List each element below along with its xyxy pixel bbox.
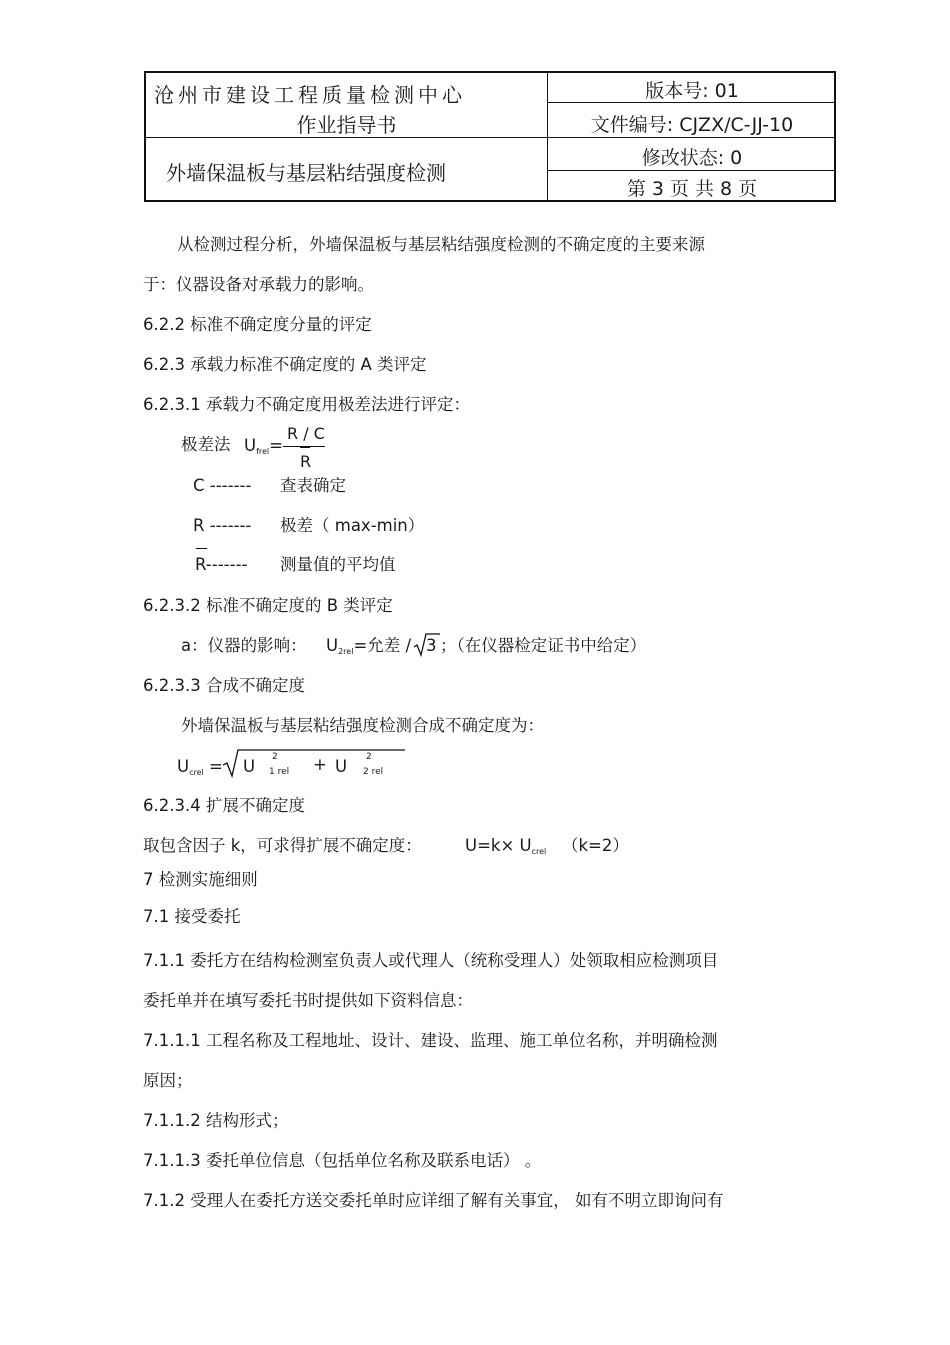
paragraph-intro-line2: 于：仪器设备对承载力的影响。: [143, 275, 374, 294]
section-7-1-1-line2: 委托单并在填写委托书时提供如下资料信息：: [143, 991, 473, 1010]
revision-status: 修改状态: 0: [641, 147, 743, 169]
expanded-formula-main: U=k× U: [465, 836, 532, 855]
section-7-1-2: 7.1.2 受理人在委托方送交委托单时应详细了解有关事宜， 如有不明立即询问有: [143, 1191, 724, 1210]
formula-numerator: R / C: [287, 424, 325, 443]
symbol-r: R -------: [193, 516, 252, 535]
header-divider-right-3: [547, 170, 835, 171]
formula-b: [326, 636, 411, 659]
combined-plus: +: [313, 755, 327, 774]
symbol-rbar-dash: -------: [205, 555, 248, 574]
symbol-rbar-desc: 测量值的平均值: [280, 555, 396, 574]
section-7-1-1-3: 7.1.1.3 委托单位信息（包括单位名称及联系电话） 。: [143, 1151, 542, 1170]
organization-name: 沧州市建设工程质量检测中心: [154, 83, 466, 107]
formula-u-symbol: [244, 436, 283, 459]
formula-b-equals: =允差 /: [353, 636, 412, 655]
document-title: 外墙保温板与基层粘结强度检测: [166, 161, 446, 185]
section-6-2-3-3-heading: 6.2.3.3 合成不确定度: [143, 676, 305, 695]
version-number: 版本号: 01: [645, 80, 739, 102]
range-method-label: 极差法: [181, 435, 231, 454]
section-7-1-heading: 7.1 接受委托: [143, 907, 241, 926]
formula-b-u: U: [326, 636, 339, 655]
section-7-1-1-1-line2: 原因；: [143, 1071, 193, 1090]
paragraph-intro-line1: 从检测过程分析，外墙保温板与基层粘结强度检测的不确定度的主要来源: [177, 235, 705, 254]
section-6-2-3-heading: 6.2.3 承载力标准不确定度的 A 类评定: [143, 355, 427, 374]
combined-uncertainty-text: 外墙保温板与基层粘结强度检测合成不确定度为：: [181, 716, 544, 735]
formula-combined-lhs: [177, 757, 223, 780]
section-6-2-2-heading: 6.2.2 标准不确定度分量的评定: [143, 315, 372, 334]
combined-term-2-sub: 2 rel: [363, 767, 384, 777]
formula-equals: =: [269, 436, 283, 455]
document-number: 文件编号: CJZX/C-JJ-10: [590, 114, 794, 136]
section-6-2-3-2-heading: 6.2.3.2 标准不确定度的 B 类评定: [143, 596, 393, 615]
document-type: 作业指导书: [296, 113, 397, 137]
section-7-heading: 7 检测实施细则: [143, 870, 258, 889]
symbol-c: C -------: [193, 476, 252, 495]
coverage-factor: （k=2）: [562, 836, 629, 855]
page-indicator: 第 3 页 共 8 页: [626, 178, 758, 200]
combined-term-2: U: [335, 757, 348, 776]
symbol-rbar: [195, 555, 247, 575]
section-6-2-3-4-heading: 6.2.3.4 扩展不确定度: [143, 796, 305, 815]
formula-combined-u: U: [177, 757, 190, 776]
sqrt-value: 3: [426, 636, 437, 655]
mean-overbar: [300, 447, 310, 448]
instrument-influence-label: a：仪器的影响：: [181, 636, 307, 655]
formula-b-subscript: 2rel: [338, 647, 354, 656]
header-divider-right-2: [547, 137, 835, 138]
formula-u-letter: U: [244, 436, 257, 455]
combined-term-1: U: [243, 757, 256, 776]
formula-b-note: ；（在仪器检定证书中给定）: [440, 636, 647, 655]
expanded-formula-subscript: crel: [531, 847, 547, 856]
section-6-2-3-1-heading: 6.2.3.1 承载力不确定度用极差法进行评定：: [143, 395, 470, 414]
formula-denominator: R: [300, 452, 312, 471]
document-header-table: [144, 71, 836, 202]
formula-combined-subscript: crel: [189, 768, 204, 777]
symbol-r-desc: 极差（ max-min）: [280, 516, 425, 535]
section-7-1-1-2: 7.1.1.2 结构形式；: [143, 1111, 289, 1130]
combined-term-1-sub: 1 rel: [269, 767, 290, 777]
formula-u-subscript: frel: [256, 447, 270, 456]
symbol-c-desc: 查表确定: [280, 476, 346, 495]
section-7-1-1-line1: 7.1.1 委托方在结构检测室负责人或代理人（统称受理人）处领取相应检测项目: [143, 951, 719, 970]
combined-term-1-sup: 2: [272, 752, 278, 762]
rbar-overbar: [196, 548, 207, 549]
section-7-1-1-1-line1: 7.1.1.1 工程名称及工程地址、设计、建设、监理、施工单位名称，并明确检测: [143, 1031, 718, 1050]
expanded-formula: [465, 836, 546, 859]
symbol-rbar-letter: R: [195, 555, 206, 574]
expanded-uncertainty-text: 取包含因子 k，可求得扩展不确定度：: [143, 836, 422, 855]
combined-term-2-sup: 2: [366, 752, 372, 762]
formula-combined-equals: =: [208, 757, 223, 776]
